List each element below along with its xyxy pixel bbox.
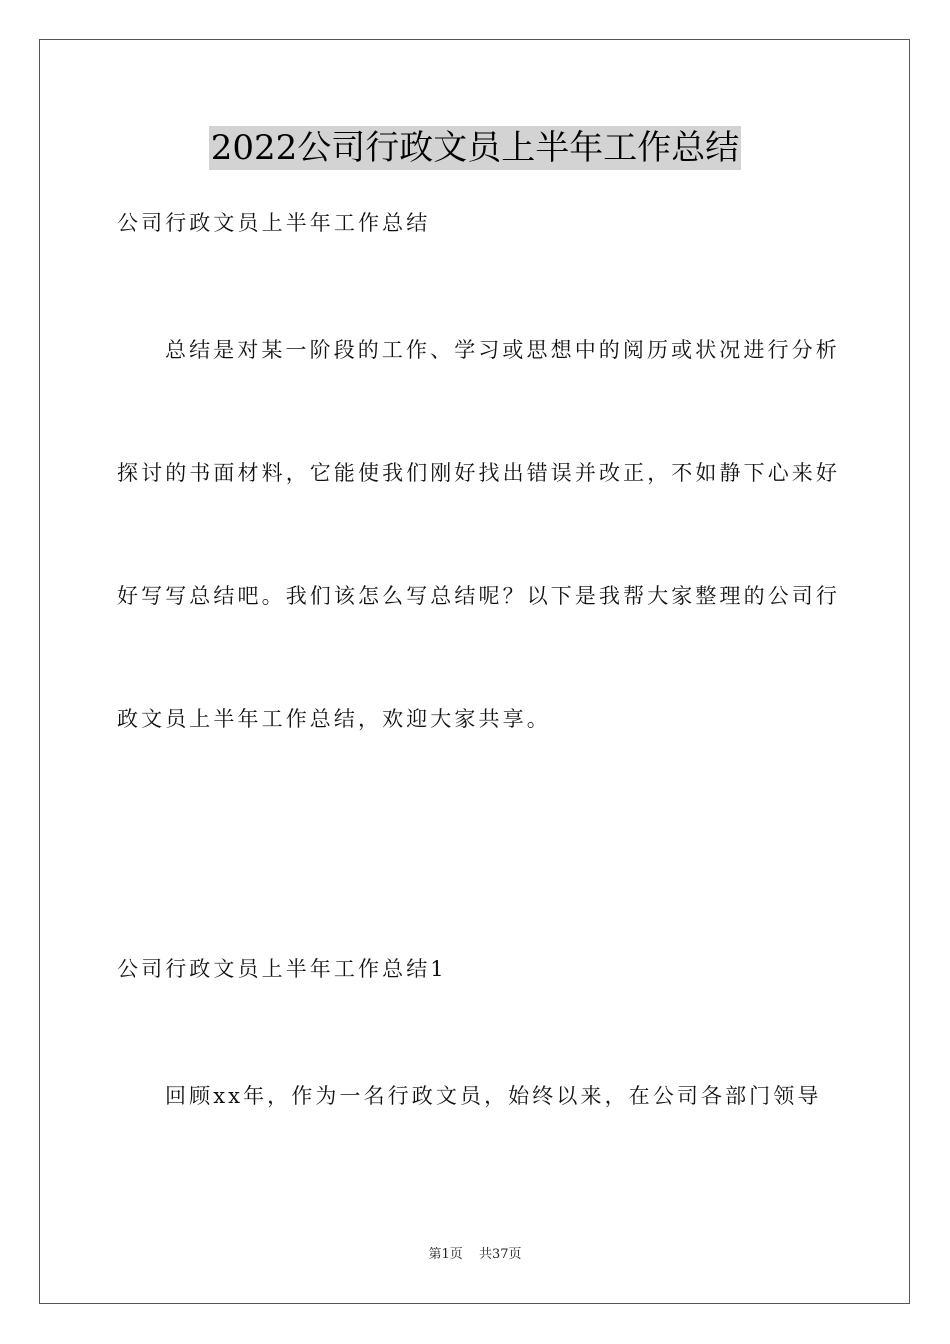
section-heading: 公司行政文员上半年工作总结1 [117, 957, 447, 981]
intro-line-2: 探讨的书面材料，它能使我们刚好找出错误并改正，不如静下心来好 [117, 461, 840, 485]
document-title: 2022公司行政文员上半年工作总结 [210, 128, 740, 168]
intro-line-4: 政文员上半年工作总结，欢迎大家共享。 [117, 707, 551, 731]
section-line-1: 回顾xx年，作为一名行政文员，始终以来，在公司各部门领导 [165, 1084, 822, 1108]
page-number-current: 第1页 [428, 1247, 463, 1262]
page-number-total: 共37页 [478, 1247, 522, 1262]
page-footer [0, 1246, 950, 1264]
intro-line-3: 好写写总结吧。我们该怎么写总结呢？以下是我帮大家整理的公司行 [117, 584, 840, 608]
intro-line-1: 总结是对某一阶段的工作、学习或思想中的阅历或状况进行分析 [165, 338, 840, 362]
document-subtitle: 公司行政文员上半年工作总结 [117, 211, 431, 235]
title-container [0, 126, 950, 170]
